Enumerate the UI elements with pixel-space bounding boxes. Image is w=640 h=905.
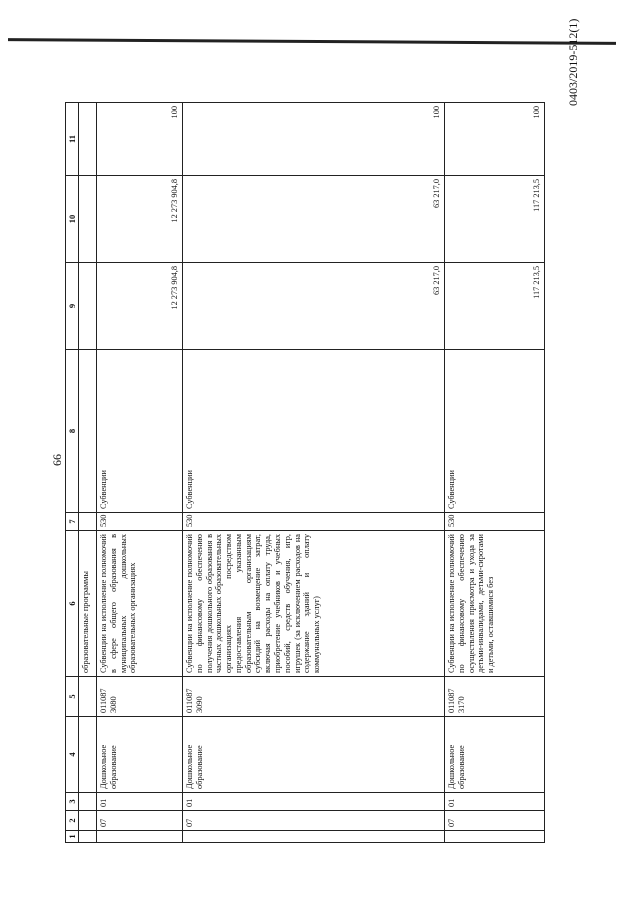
cell-percent: 100 bbox=[97, 103, 183, 176]
cell-section-name: Дошкольное образование bbox=[445, 717, 545, 793]
header-cell: 2 bbox=[66, 811, 79, 831]
cell-description: Субвенции на исполнение полномочий по финансовому обеспечению осуществления присмотра и ухода за детьми-инвалидами, детьми-сиротами и детьми, оставшимися без bbox=[445, 531, 545, 677]
cell-description: Субвенции на исполнение полномочий в сфере общего образования в муниципальных дошкольных образовательных организациях bbox=[97, 531, 183, 677]
cell-section: 07 bbox=[97, 811, 183, 831]
cell-planned: 12 273 904,8 bbox=[97, 263, 183, 350]
header-cell: 4 bbox=[66, 717, 79, 793]
document-code: 0403/2019-512(1) bbox=[566, 18, 580, 106]
cell-col1 bbox=[445, 831, 545, 843]
cell-expense-type: 530 bbox=[97, 513, 183, 531]
continuation-row bbox=[79, 103, 97, 843]
cell-col1 bbox=[97, 831, 183, 843]
cell-executed: 63 217,0 bbox=[183, 176, 445, 263]
header-cell: 11 bbox=[66, 103, 79, 176]
cell-expense-type: 530 bbox=[445, 513, 545, 531]
cell-description: Субвенции на исполнение полномочий по финансовому обеспечению получения дошкольного образования в частных дошкольных образовательных организациях посредством предоставления указанным образовательным организациям субсидий на возмещение затрат, включая расходы на оплату труда, приобретение учебников и учебных пособий, средств обучения, игр, игрушек (за исключением расходов на содержание зданий и оплату коммунальных услуг) bbox=[183, 531, 445, 677]
cell-expense-type: 530 bbox=[183, 513, 445, 531]
table-row bbox=[183, 103, 445, 843]
cell-section: 07 bbox=[183, 811, 445, 831]
table-row bbox=[97, 103, 183, 843]
cell-subsection: 01 bbox=[183, 793, 445, 811]
cell-percent: 100 bbox=[183, 103, 445, 176]
cell-section: 07 bbox=[445, 811, 545, 831]
page-number: 66 bbox=[50, 454, 64, 466]
header-cell: 8 bbox=[66, 350, 79, 513]
header-cell: 5 bbox=[66, 677, 79, 717]
cell-subsection: 01 bbox=[97, 793, 183, 811]
cell-target-code: 011087 3170 bbox=[445, 677, 545, 717]
cell-target-code: 011087 3090 bbox=[183, 677, 445, 717]
cell-expense-name: Субвенции bbox=[445, 350, 545, 513]
table-row bbox=[445, 103, 545, 843]
cell-target-code: 011087 3080 bbox=[97, 677, 183, 717]
cell-col1 bbox=[183, 831, 445, 843]
scan-edge-line bbox=[8, 38, 616, 45]
cell-planned: 117 213,5 bbox=[445, 263, 545, 350]
header-cell: 6 bbox=[66, 531, 79, 677]
cell-expense-name: Субвенции bbox=[97, 350, 183, 513]
cell-expense-name: Субвенции bbox=[183, 350, 445, 513]
cell-percent: 100 bbox=[445, 103, 545, 176]
cell-executed: 117 213,5 bbox=[445, 176, 545, 263]
cell-planned: 63 217,0 bbox=[183, 263, 445, 350]
header-cell: 1 bbox=[66, 831, 79, 843]
header-cell: 10 bbox=[66, 176, 79, 263]
header-cell: 3 bbox=[66, 793, 79, 811]
header-cell: 9 bbox=[66, 263, 79, 350]
cell-section-name: Дошкольное образование bbox=[97, 717, 183, 793]
cell-section-name: Дошкольное образование bbox=[183, 717, 445, 793]
continuation-text: образовательные программы bbox=[79, 531, 97, 677]
rotated-table-container bbox=[65, 103, 575, 843]
header-row bbox=[66, 103, 79, 843]
cell-executed: 12 273 904,8 bbox=[97, 176, 183, 263]
budget-table bbox=[65, 102, 545, 843]
header-cell: 7 bbox=[66, 513, 79, 531]
cell-subsection: 01 bbox=[445, 793, 545, 811]
